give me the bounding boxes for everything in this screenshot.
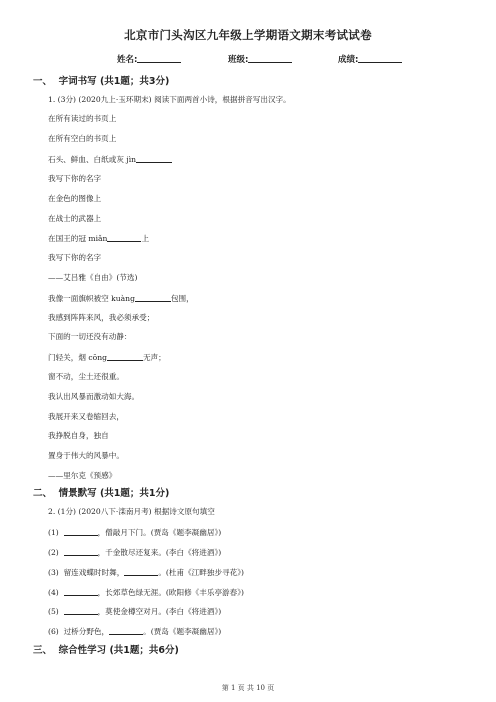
poem-line: 我挣脱自身，独自 [48,431,109,440]
poem-attribution: ——里尔克《预感》 [48,471,117,480]
item-after: ，千金散尽还复来。(李白《将进酒》) [97,548,222,557]
answer-blank[interactable] [124,567,158,576]
answer-blank[interactable] [64,587,98,596]
answer-blank[interactable] [64,547,98,556]
fill-item [48,567,244,578]
poem-line-text: 在国王的冠 miǎn [48,234,108,243]
poem-line-suffix: 上 [141,234,150,243]
poem-line: 置身于伟大的风暴中。 [48,451,124,460]
section-heading [33,73,169,87]
section-heading [33,642,179,656]
answer-blank[interactable] [136,154,172,163]
poem-line-text: 石头、鲜血、白纸或灰 jìn [48,155,137,164]
poem-attribution: ——艾吕雅《自由》(节选) [48,273,138,282]
section-number: 三、 [33,645,53,656]
poem-line: 在金色的图像上 [48,194,102,203]
poem-line-with-blank [48,154,172,165]
section-heading [33,485,169,499]
item-number: (1) [48,528,59,537]
item-before: 留连戏蝶时时舞， [63,568,125,577]
answer-blank[interactable] [64,606,98,615]
item-number: (3) [48,568,59,577]
item-after: ，莫使金樽空对月。(李白《将进酒》) [97,607,222,616]
poem-line: 我展开来又卷缩回去， [48,412,124,421]
poem-line: 我感到阵阵来风，我必须承受； [48,313,155,322]
item-after: 。(贾岛《题李凝幽居》) [143,627,222,636]
class-blank[interactable] [248,53,292,63]
item-before: 过桥分野色， [63,627,110,636]
fill-item [48,587,244,598]
answer-blank[interactable] [135,293,171,302]
section-number: 一、 [33,76,53,87]
item-after: ，僧敲月下门。(贾岛《题李凝幽居》) [97,528,222,537]
poem-line: 我认出风暴而激动如大海。 [48,392,140,401]
section-title: 情景默写 (共1题；共1分) [58,488,170,499]
score-label: 成绩: [338,55,359,65]
poem-line: 在战士的武器上 [48,214,102,223]
class-label: 班级: [228,55,249,65]
poem-line: 窗不动，尘土还很重。 [48,372,124,381]
section-number: 二、 [33,488,53,499]
poem-line: 我写下你的名字 [48,253,102,262]
fill-item [48,527,221,538]
question-header: 1. (3分) (2020九上·玉环期末) 阅读下面两首小诗，根据拼音写出汉字。 [48,95,291,104]
class-field [228,53,292,65]
name-label: 姓名: [117,55,138,65]
name-field [117,53,181,65]
poem-line-suffix: 包围， [170,294,194,303]
score-field [338,53,402,65]
item-after: ，长郊草色绿无涯。(欧阳修《丰乐亭游春》) [97,588,244,597]
item-number: (2) [48,548,59,557]
answer-blank[interactable] [109,626,143,635]
name-blank[interactable] [137,53,181,63]
page-footer: 第 1 页 共 10 页 [221,684,275,692]
poem-line-text: 门轻关，烟 cōng [48,353,107,362]
poem-line-suffix: 无声； [142,353,166,362]
fill-item [48,626,221,637]
answer-blank[interactable] [107,352,143,361]
item-number: (4) [48,588,59,597]
poem-line: 我写下你的名字 [48,174,102,183]
student-info [0,53,496,65]
fill-item [48,606,221,617]
poem-line: 下面的一切还没有动静： [48,332,132,341]
poem-line-with-blank [48,233,149,244]
item-number: (6) [48,627,59,636]
section-title: 字词书写 (共1题；共3分) [58,76,170,87]
item-after: 。(杜甫《江畔独步寻花》) [158,568,244,577]
poem-line-with-blank [48,293,194,304]
poem-line-text: 我像一面旗帜被空 kuàng [48,294,135,303]
page-title: 北京市门头沟区九年级上学期语文期末考试试卷 [124,28,372,42]
question-header: 2. (1分) (2020八下·滦南月考) 根据诗文原句填空 [48,507,215,516]
poem-line-with-blank [48,352,166,363]
fill-item [48,547,221,558]
section-title: 综合性学习 (共1题；共6分) [58,645,179,656]
score-blank[interactable] [358,53,402,63]
poem-line: 在所有空白的书页上 [48,134,117,143]
item-number: (5) [48,607,59,616]
answer-blank[interactable] [64,527,98,536]
poem-line: 在所有读过的书页上 [48,114,117,123]
answer-blank[interactable] [107,233,141,242]
